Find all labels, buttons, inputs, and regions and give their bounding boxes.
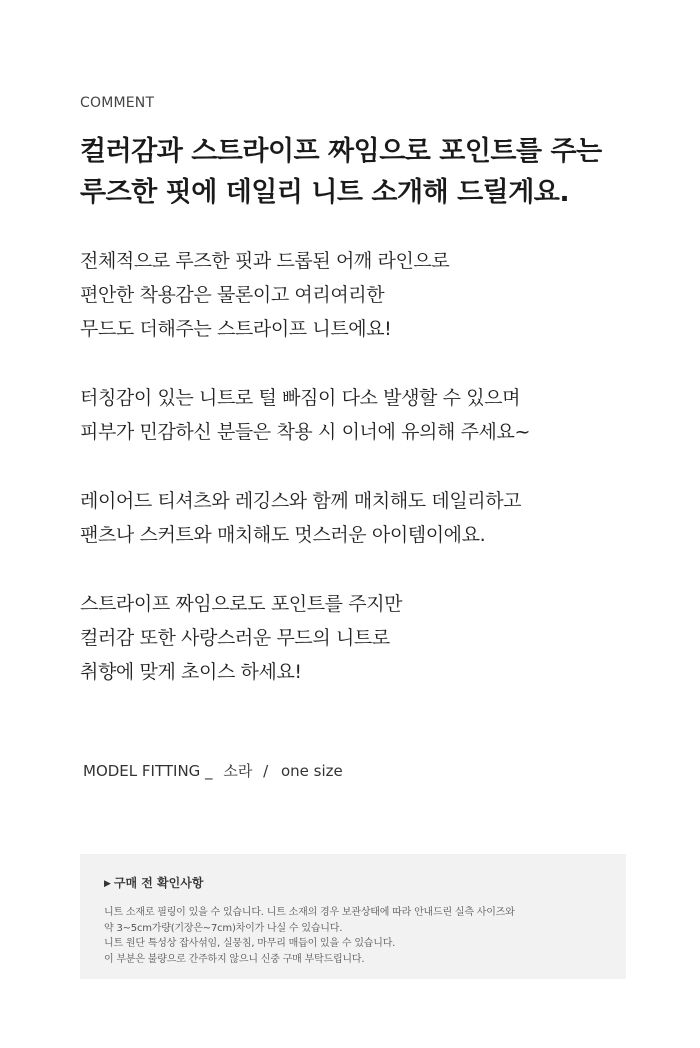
section-label: COMMENT: [80, 95, 155, 111]
notice-title-text: 구매 전 확인사항: [113, 876, 204, 890]
paragraph-line: 레이어드 티셔츠와 레깅스와 함께 매치해도 데일리하고: [80, 490, 522, 512]
notice-line: 약 3~5cm가량(기장은~7cm)차이가 나실 수 있습니다.: [104, 922, 343, 934]
paragraph-line: 전체적으로 루즈한 핏과 드롭된 어깨 라인으로: [80, 250, 450, 272]
paragraph-line: 터칭감이 있는 니트로 털 빠짐이 다소 발생할 수 있으며: [80, 387, 521, 409]
paragraph-line: 컬러감 또한 사랑스러운 무드의 니트로: [80, 627, 390, 649]
notice-line: 이 부분은 불량으로 간주하지 않으니 신중 구매 부탁드립니다.: [104, 953, 365, 965]
model-fitting-label: MODEL FITTING _: [83, 762, 213, 780]
paragraph-line: 피부가 민감하신 분들은 착용 시 이너에 유의해 주세요~: [80, 421, 530, 443]
notice-body: [104, 905, 614, 967]
description-paragraph-2: [80, 381, 660, 449]
paragraph-line: 스트라이프 짜임으로도 포인트를 주지만: [80, 593, 403, 615]
notice-line: 니트 원단 특성상 잡사섞임, 실뭉침, 마무리 매듭이 있을 수 있습니다.: [104, 938, 396, 949]
headline-line: 컬러감과 스트라이프 짜임으로 포인트를 주는: [80, 136, 602, 167]
model-name: 소라: [223, 762, 253, 780]
headline-line: 루즈한 핏에 데일리 니트 소개해 드릴게요.: [80, 177, 570, 208]
paragraph-line: 팬츠나 스커트와 매치해도 멋스러운 아이템이에요.: [80, 524, 486, 546]
paragraph-line: 취향에 맞게 초이스 하세요!: [80, 661, 302, 683]
model-fitting-separator: /: [263, 762, 269, 780]
headline: [80, 131, 660, 213]
triangle-right-icon: ▶: [104, 879, 111, 889]
notice-title: [104, 874, 203, 891]
purchase-notice-box: [80, 854, 626, 979]
description-paragraph-1: [80, 244, 660, 346]
description-paragraph-3: [80, 484, 660, 552]
paragraph-line: 편안한 착용감은 물론이고 여리여리한: [80, 284, 385, 306]
model-fitting: [83, 760, 343, 781]
notice-line: 니트 소재로 필링이 있을 수 있습니다. 니트 소재의 경우 보관상태에 따라 안내드린 실측 사이즈와: [104, 907, 515, 918]
description-paragraph-4: [80, 587, 660, 689]
model-size: one size: [280, 762, 343, 780]
paragraph-line: 무드도 더해주는 스트라이프 니트에요!: [80, 318, 392, 340]
